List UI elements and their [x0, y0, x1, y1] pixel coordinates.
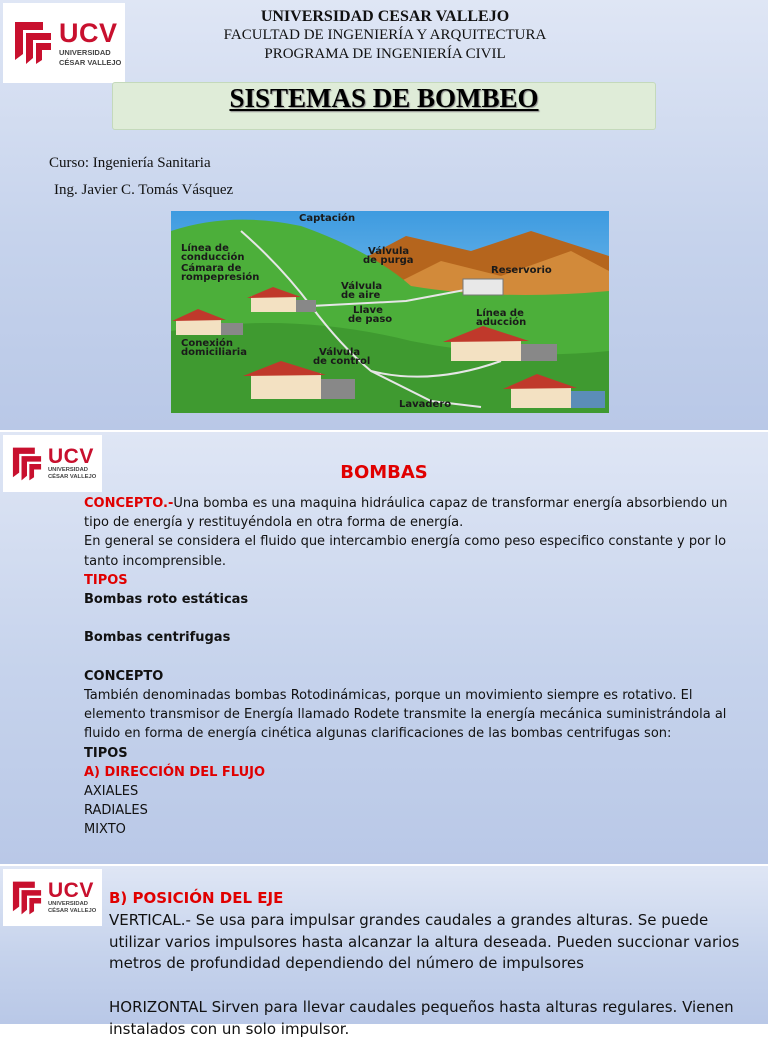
label-camara-2: rompepresión: [181, 272, 260, 283]
logo-sub-text-1: UNIVERSIDAD: [48, 467, 88, 474]
course-text: Curso: Ingeniería Sanitaria: [49, 155, 211, 171]
concepto-line-4: tanto incomprensible.: [84, 553, 227, 569]
label-conexion-1: Conexión: [181, 338, 233, 349]
label-linea-aduccion-2: aducción: [476, 317, 527, 328]
label-linea-aduccion-1: Línea de: [476, 308, 524, 319]
concepto-line-2: tipo de energía y restituyéndola en otra forma de energía.: [84, 515, 464, 531]
slide-posicion-eje: [0, 866, 768, 1038]
concepto2-line-2: elemento transmisor de Energía llamado Rodete transmite la energía mecánica suministrándola al: [84, 707, 727, 723]
concepto-text-1: Una bomba es una maquina hidráulica capaz de transformar energía absorbiendo un: [173, 496, 728, 511]
label-camara-1: Cámara de: [181, 263, 242, 274]
title-box: [112, 82, 656, 130]
label-valvula-control-1: Válvula: [319, 347, 361, 358]
horizontal-line-1: HORIZONTAL Sirven para llevar caudales pequeños hasta alturas regulares. Vienen: [109, 997, 734, 1016]
roto-estaticas-item: Bombas roto estáticas: [84, 592, 249, 608]
slide-bombas: [0, 432, 768, 864]
logo-ucv-text: UCV: [59, 18, 118, 48]
label-conexion-2: domiciliaria: [181, 347, 247, 358]
tipos-heading: TIPOS: [84, 572, 128, 588]
logo-ucv-text: UCV: [48, 879, 94, 903]
faculty-name: FACULTAD DE INGENIERÍA Y ARQUITECTURA: [223, 27, 547, 43]
spacer: [109, 975, 759, 997]
ucv-logo: [3, 3, 125, 83]
concepto2-line-3: fluido en forma de energía cinética algunas clarificaciones de las bombas centrifugas son:: [84, 726, 672, 742]
concepto-line-1: [84, 494, 754, 513]
spacer: [84, 648, 754, 667]
water-system-diagram: [171, 211, 609, 413]
logo-ucv-text: UCV: [48, 445, 94, 469]
label-captacion: Captación: [299, 213, 356, 224]
spacer: [84, 609, 754, 628]
tipos2-heading: TIPOS: [84, 745, 128, 761]
centrifugas-item: Bombas centrifugas: [84, 630, 231, 646]
label-valvula-purga-2: de purga: [363, 255, 414, 266]
label-llave-paso-1: Llave: [353, 305, 383, 316]
slide-title: [0, 0, 768, 430]
label-valvula-aire-1: Válvula: [341, 281, 383, 292]
label-linea-conduccion-2: conducción: [181, 252, 245, 263]
label-reservorio: Reservorio: [491, 265, 552, 276]
mixto-item: MIXTO: [84, 822, 126, 838]
direccion-flujo-heading: A) DIRECCIÓN DEL FLUJO: [84, 764, 266, 780]
vertical-line-1: VERTICAL.- Se usa para impulsar grandes caudales a grandes alturas. Se puede: [109, 910, 709, 929]
program-name: PROGRAMA DE INGENIERÍA CIVIL: [264, 46, 506, 62]
logo-sub-text-2: CÉSAR VALLEJO: [48, 474, 97, 480]
page-title: SISTEMAS DE BOMBEO: [229, 83, 539, 113]
ucv-shield-icon: [13, 20, 53, 66]
posicion-eje-heading: B) POSICIÓN DEL EJE: [109, 889, 284, 907]
label-valvula-control-2: de control: [313, 356, 371, 367]
bombas-content: [84, 494, 754, 840]
logo-sub-text-2: CÉSAR VALLEJO: [48, 908, 97, 914]
label-llave-paso-2: de paso: [348, 314, 393, 325]
logo-sub-text-1: UNIVERSIDAD: [59, 48, 111, 57]
label-lavadero: Lavadero: [399, 399, 452, 410]
label-linea-conduccion-1: Línea de: [181, 243, 229, 254]
teacher-text: Ing. Javier C. Tomás Vásquez: [54, 182, 234, 198]
reservoir: [463, 279, 503, 295]
logo-sub-text-2: CÉSAR VALLEJO: [59, 57, 122, 67]
vertical-line-2: utilizar varios impulsores hasta alcanzar la altura deseada. Pueden succionar varios: [109, 932, 740, 951]
university-name: UNIVERSIDAD CESAR VALLEJO: [260, 8, 510, 25]
label-valvula-purga-1: Válvula: [368, 246, 410, 257]
axiales-item: AXIALES: [84, 784, 139, 800]
radiales-item: RADIALES: [84, 803, 148, 819]
section-title-bombas: BOMBAS: [340, 462, 428, 483]
concepto-line-3: En general se considera el fluido que intercambio energía como peso especifico constante y por lo: [84, 534, 727, 550]
concepto-label: CONCEPTO.-: [84, 496, 174, 511]
concepto2-heading: CONCEPTO: [84, 668, 164, 684]
vertical-line-3: metros de profundidad dependiendo del número de impulsores: [109, 954, 584, 973]
logo-sub-text-1: UNIVERSIDAD: [48, 901, 88, 908]
ucv-logo: [3, 869, 102, 926]
horizontal-line-2: instalados con un solo impulsor.: [109, 1019, 350, 1038]
concepto2-line-1: También denominadas bombas Rotodinámicas, porque un movimiento siempre es rotativo. El: [84, 688, 693, 704]
posicion-eje-content: [109, 888, 759, 1041]
ucv-shield-icon: [11, 880, 43, 916]
label-valvula-aire-2: de aire: [341, 290, 381, 301]
